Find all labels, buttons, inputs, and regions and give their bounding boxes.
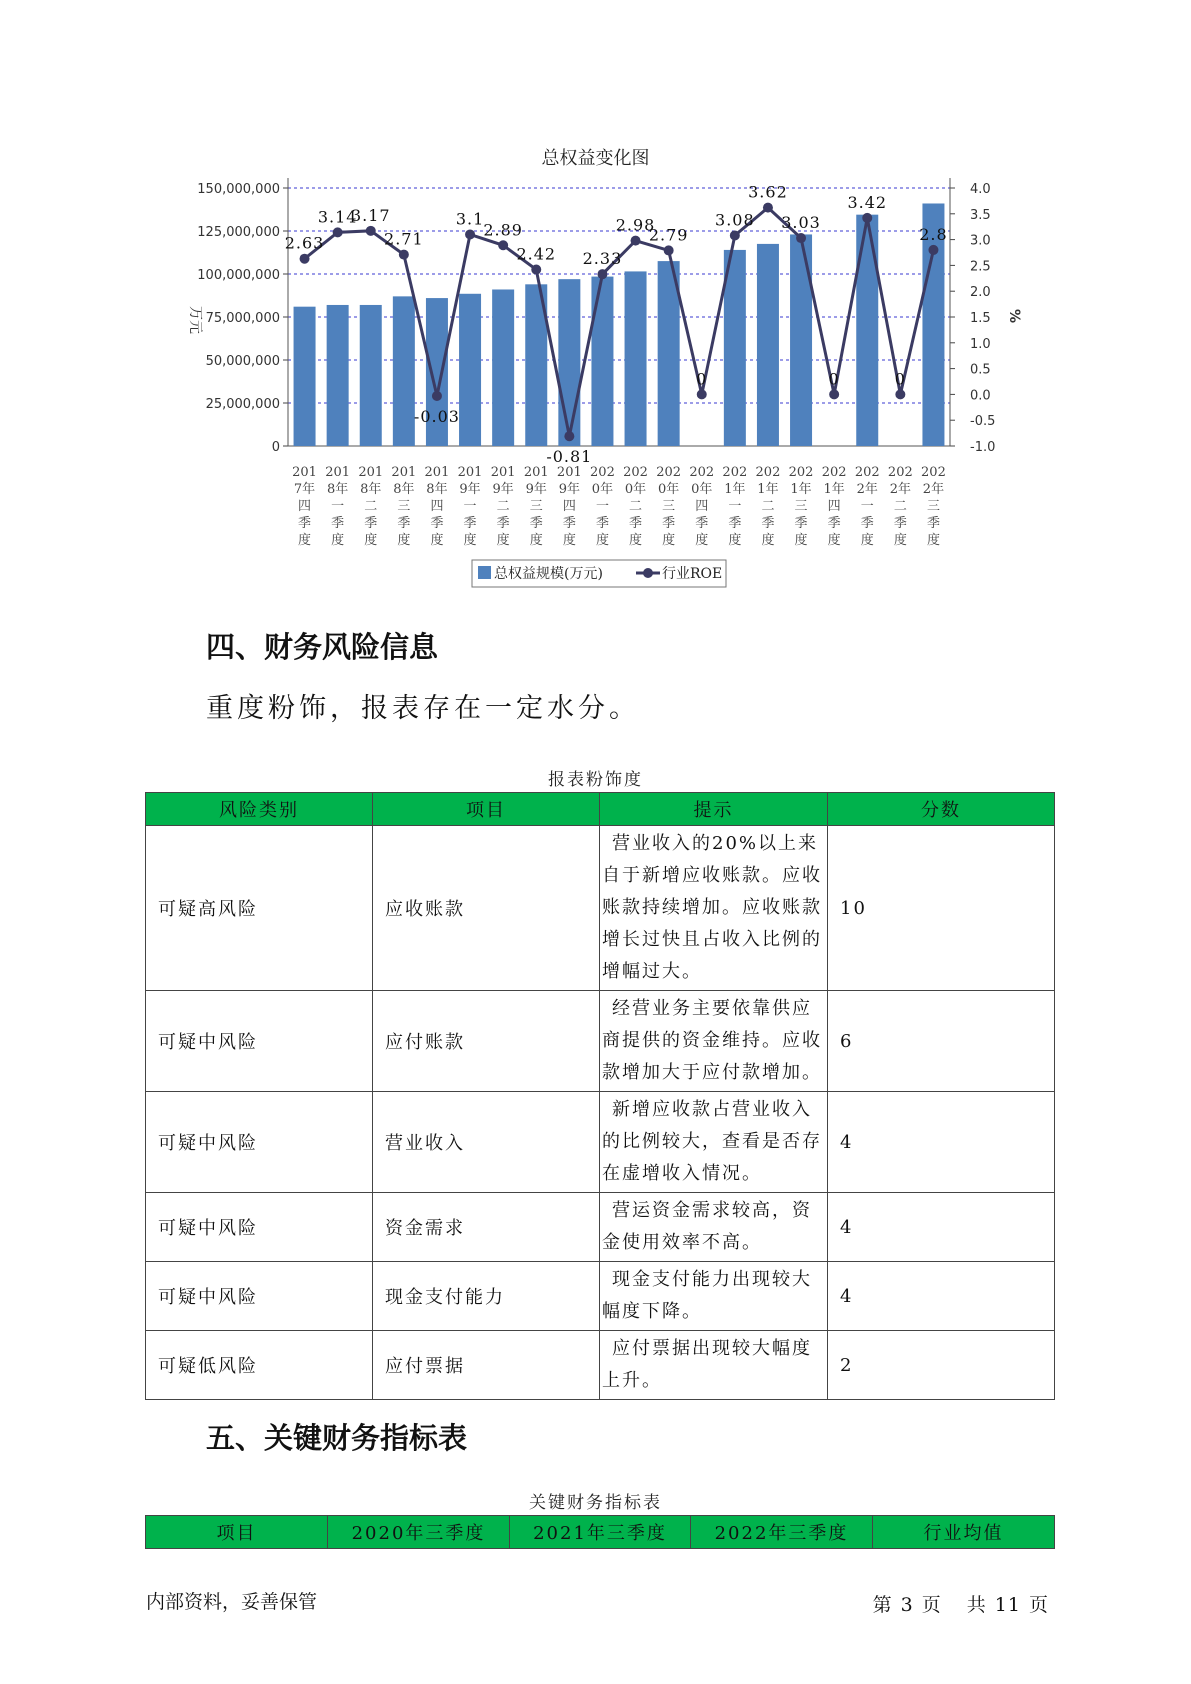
x-tick-label: 201	[523, 465, 549, 480]
x-tick-label: 0年	[658, 482, 680, 497]
table-row	[146, 826, 1055, 991]
x-tick-label: 季	[595, 516, 609, 531]
x-tick-label: 季	[496, 516, 510, 531]
x-tick-label: 8年	[360, 482, 382, 497]
y-tick-label: 125,000,000	[197, 225, 280, 240]
roe-data-label: 2.63	[284, 233, 325, 253]
section5-heading: 五、关键财务指标表	[206, 1421, 468, 1455]
roe-data-label: 2.42	[516, 244, 557, 264]
x-tick-label: 201	[457, 465, 483, 480]
x-tick-label: 季	[728, 516, 742, 531]
risk-hint: 应付票据出现较大幅度上升。	[600, 1331, 828, 1400]
risk-item: 应付账款	[373, 991, 600, 1092]
x-tick-label: 季	[331, 516, 345, 531]
x-tick-label: 度	[562, 533, 576, 548]
page-suffix: 页	[921, 1594, 942, 1616]
legend-bar-label: 总权益规模(万元)	[494, 566, 603, 582]
x-tick-label: 季	[463, 516, 477, 531]
roe-data-label: 2.8	[919, 224, 948, 244]
x-tick-label: 度	[860, 533, 874, 548]
roe-point	[333, 227, 343, 237]
risk-score: 4	[828, 1193, 1055, 1262]
key-header-2022q3: 2022年三季度	[691, 1516, 873, 1549]
x-tick-label: 季	[761, 516, 775, 531]
x-tick-label: 202	[623, 465, 648, 480]
x-tick-label: 8年	[426, 482, 448, 497]
x-tick-label: 二	[364, 499, 378, 514]
x-tick-label: 季	[562, 516, 576, 531]
x-tick-label: 202	[689, 465, 715, 480]
risk-score: 10	[828, 826, 1055, 991]
x-tick-label: 度	[662, 533, 676, 548]
roe-data-label: 0	[894, 369, 906, 389]
roe-data-label: 0	[828, 369, 840, 389]
roe-data-label: 3.17	[350, 205, 391, 225]
roe-point	[531, 265, 541, 275]
table-row	[146, 1193, 1055, 1262]
y-axis-title: 万元	[187, 306, 203, 334]
chart-title: 总权益变化图	[541, 148, 650, 169]
y2-tick-label: 1.5	[970, 311, 991, 326]
bar	[625, 271, 647, 446]
y-tick-label: 0	[271, 440, 280, 455]
x-tick-label: 季	[529, 516, 543, 531]
x-tick-label: 三	[397, 499, 411, 514]
x-tick-label: 三	[662, 499, 676, 514]
risk-header-item: 项目	[373, 793, 600, 826]
x-tick-label: 一	[463, 499, 477, 514]
roe-data-label: 3.03	[781, 213, 821, 233]
roe-point	[928, 245, 938, 255]
x-tick-label: 度	[761, 533, 775, 548]
x-tick-label: 一	[331, 499, 345, 514]
x-tick-label: 季	[926, 516, 940, 531]
x-tick-label: 度	[364, 533, 378, 548]
x-tick-label: 二	[496, 499, 510, 514]
x-tick-label: 9年	[558, 482, 580, 497]
table-row	[146, 991, 1055, 1092]
x-tick-label: 201	[424, 465, 450, 480]
bar	[492, 289, 514, 446]
x-tick-label: 度	[430, 533, 444, 548]
bar	[327, 305, 349, 446]
x-tick-label: 一	[728, 499, 742, 514]
x-tick-label: 2年	[889, 482, 911, 497]
x-tick-label: 四	[827, 499, 841, 514]
bar	[558, 279, 580, 446]
x-tick-label: 201	[325, 465, 351, 480]
roe-data-label: 3.14	[317, 207, 358, 227]
roe-point	[300, 254, 310, 264]
roe-data-label: 3.1	[455, 209, 485, 229]
x-tick-label: 9年	[525, 482, 547, 497]
x-tick-label: 0年	[691, 482, 713, 497]
roe-point	[399, 250, 409, 260]
y2-tick-label: 0.5	[970, 362, 991, 378]
roe-point	[631, 236, 641, 246]
x-tick-label: 二	[893, 499, 907, 514]
x-tick-label: 201	[292, 465, 317, 480]
risk-item: 应收账款	[373, 826, 600, 991]
roe-data-label: 2.71	[384, 229, 424, 249]
risk-header-hint: 提示	[600, 793, 828, 826]
y-tick-label: 50,000,000	[205, 354, 280, 369]
x-tick-label: 202	[590, 465, 615, 480]
risk-category: 可疑中风险	[146, 991, 373, 1092]
x-tick-label: 三	[794, 499, 808, 514]
risk-category: 可疑中风险	[146, 1193, 373, 1262]
risk-hint: 新增应收款占营业收入的比例较大，查看是否存在虚增收入情况。	[600, 1092, 828, 1193]
footer-confidential: 内部资料，妥善保管	[146, 1591, 318, 1613]
x-tick-label: 2年	[856, 482, 878, 497]
page-prefix: 第	[872, 1594, 893, 1616]
key-metrics-table	[145, 1515, 1055, 1549]
x-tick-label: 度	[695, 533, 709, 548]
x-tick-label: 度	[463, 533, 477, 548]
x-tick-label: 202	[755, 465, 781, 480]
roe-point	[829, 389, 839, 399]
roe-point	[697, 389, 707, 399]
x-tick-label: 季	[430, 516, 444, 531]
bar	[360, 305, 382, 446]
x-tick-label: 202	[722, 465, 748, 480]
x-tick-label: 季	[298, 516, 312, 531]
x-tick-label: 度	[794, 533, 808, 548]
risk-item: 资金需求	[373, 1193, 600, 1262]
roe-data-label: -0.03	[413, 406, 460, 426]
x-tick-label: 一	[860, 499, 874, 514]
y2-tick-label: -1.0	[970, 440, 996, 455]
roe-data-label: 3.62	[748, 182, 788, 202]
roe-point	[498, 240, 508, 250]
roe-point	[465, 229, 475, 239]
key-header-2020q3: 2020年三季度	[328, 1516, 510, 1549]
bar	[790, 234, 812, 446]
x-tick-label: 202	[921, 465, 946, 480]
x-tick-label: 一	[595, 499, 609, 514]
roe-data-label: -0.81	[546, 447, 593, 467]
risk-hint: 营运资金需求较高，资金使用效率不高。	[600, 1193, 828, 1262]
x-tick-label: 201	[391, 465, 417, 480]
risk-table	[145, 792, 1055, 1400]
risk-category: 可疑高风险	[146, 826, 373, 991]
roe-point	[597, 269, 607, 279]
x-tick-label: 季	[364, 516, 378, 531]
total-suffix: 页	[1028, 1594, 1049, 1616]
key-header-2021q3: 2021年三季度	[510, 1516, 691, 1549]
risk-category: 可疑中风险	[146, 1262, 373, 1331]
y2-axis-title: %	[1006, 308, 1022, 324]
y2-tick-label: 3.5	[970, 207, 991, 223]
x-tick-label: 0年	[591, 482, 614, 497]
x-tick-label: 202	[821, 465, 847, 480]
x-tick-label: 202	[788, 465, 814, 480]
key-table-caption: 关键财务指标表	[529, 1493, 662, 1513]
x-tick-label: 度	[397, 533, 411, 548]
roe-point	[895, 389, 905, 399]
risk-score: 4	[828, 1092, 1055, 1193]
x-tick-label: 1年	[757, 482, 779, 497]
key-header-industry-avg: 行业均值	[873, 1516, 1055, 1549]
total-prefix: 共	[966, 1594, 987, 1616]
y2-tick-label: 0.0	[970, 388, 991, 404]
roe-data-label: 3.08	[715, 210, 755, 230]
x-tick-label: 8年	[327, 482, 349, 497]
x-tick-label: 201	[556, 465, 582, 480]
table-row	[146, 1331, 1055, 1400]
risk-hint: 经营业务主要依靠供应商提供的资金维持。应收款增加大于应付款增加。	[600, 991, 828, 1092]
roe-data-label: 3.42	[847, 192, 888, 212]
bar	[856, 215, 878, 446]
y2-tick-label: -0.5	[970, 414, 996, 430]
key-header-item: 项目	[146, 1516, 328, 1549]
roe-data-label: 2.79	[648, 225, 689, 245]
x-tick-label: 度	[595, 533, 609, 548]
table-row	[146, 1092, 1055, 1193]
risk-score: 2	[828, 1331, 1055, 1400]
x-tick-label: 度	[827, 533, 841, 548]
y2-tick-label: 2.5	[970, 259, 991, 275]
risk-category: 可疑低风险	[146, 1331, 373, 1400]
roe-point	[664, 245, 674, 255]
risk-header-category: 风险类别	[146, 793, 373, 826]
risk-score: 6	[828, 991, 1055, 1092]
section4-heading: 四、财务风险信息	[206, 630, 439, 664]
x-tick-label: 季	[629, 516, 643, 531]
x-tick-label: 201	[358, 465, 384, 480]
x-tick-label: 季	[893, 516, 907, 531]
y-tick-label: 25,000,000	[205, 397, 280, 412]
y-tick-label: 150,000,000	[197, 182, 280, 197]
y-tick-label: 75,000,000	[205, 311, 280, 326]
section4-summary: 重度粉饰，报表存在一定水分。	[206, 693, 640, 724]
x-tick-label: 季	[794, 516, 808, 531]
x-tick-label: 季	[662, 516, 676, 531]
key-table-header-row	[146, 1516, 1055, 1549]
x-tick-label: 四	[298, 499, 312, 514]
x-tick-label: 1年	[790, 482, 812, 497]
x-tick-label: 202	[887, 465, 913, 480]
roe-point	[763, 203, 773, 213]
x-tick-label: 9年	[492, 482, 514, 497]
total-pages: 11	[994, 1594, 1021, 1616]
legend-line-marker	[643, 568, 653, 578]
x-tick-label: 1年	[823, 482, 845, 497]
y2-tick-label: 4.0	[970, 182, 991, 197]
x-tick-label: 度	[629, 533, 643, 548]
bar	[757, 244, 779, 446]
y2-tick-label: 2.0	[970, 285, 991, 301]
page-number: 3	[900, 1594, 914, 1616]
x-tick-label: 三	[926, 499, 940, 514]
roe-equity-chart	[0, 0, 1191, 600]
x-tick-label: 度	[298, 533, 312, 548]
risk-item: 现金支付能力	[373, 1262, 600, 1331]
x-tick-label: 8年	[393, 482, 415, 497]
x-tick-label: 202	[854, 465, 880, 480]
x-tick-label: 季	[695, 516, 709, 531]
footer-page-info	[869, 1590, 1053, 1617]
table-row	[146, 1262, 1055, 1331]
x-tick-label: 四	[430, 499, 444, 514]
x-tick-label: 季	[827, 516, 841, 531]
bar	[591, 277, 613, 446]
risk-table-header-row	[146, 793, 1055, 826]
x-tick-label: 度	[893, 533, 907, 548]
risk-item: 应付票据	[373, 1331, 600, 1400]
bar	[393, 296, 415, 446]
roe-data-label: 2.89	[483, 220, 523, 240]
x-tick-label: 季	[860, 516, 874, 531]
legend-bar-swatch	[478, 566, 491, 579]
x-tick-label: 201	[490, 465, 516, 480]
x-tick-label: 四	[695, 499, 709, 514]
x-tick-label: 度	[926, 533, 940, 548]
x-tick-label: 度	[331, 533, 345, 548]
risk-header-score: 分数	[828, 793, 1055, 826]
x-tick-label: 二	[761, 499, 775, 514]
risk-hint: 营业收入的20%以上来自于新增应收账款。应收账款持续增加。应收账款增长过快且占收入比例的增幅过大。	[600, 826, 828, 991]
roe-point	[564, 431, 574, 441]
roe-data-label: 2.98	[615, 215, 656, 235]
bar	[459, 294, 481, 446]
y-tick-label: 100,000,000	[197, 268, 280, 283]
risk-category: 可疑中风险	[146, 1092, 373, 1193]
roe-point	[366, 226, 376, 236]
roe-data-label: 0	[696, 369, 708, 389]
risk-table-caption: 报表粉饰度	[548, 770, 643, 790]
x-tick-label: 度	[496, 533, 510, 548]
x-tick-label: 三	[529, 499, 543, 514]
x-tick-label: 9年	[459, 482, 481, 497]
x-tick-label: 二	[629, 499, 643, 514]
x-tick-label: 2年	[922, 482, 945, 497]
x-tick-label: 1年	[724, 482, 746, 497]
risk-hint: 现金支付能力出现较大幅度下降。	[600, 1262, 828, 1331]
roe-data-label: 2.33	[582, 249, 623, 269]
roe-point	[862, 213, 872, 223]
x-tick-label: 季	[397, 516, 411, 531]
roe-point	[730, 230, 740, 240]
legend-line-label: 行业ROE	[662, 566, 723, 582]
x-tick-label: 7年	[293, 482, 316, 497]
bar	[294, 307, 316, 446]
risk-item: 营业收入	[373, 1092, 600, 1193]
x-tick-label: 四	[562, 499, 576, 514]
y2-tick-label: 1.0	[970, 336, 991, 352]
x-tick-label: 度	[529, 533, 543, 548]
roe-point	[796, 233, 806, 243]
roe-point	[432, 391, 442, 401]
y2-tick-label: 3.0	[970, 233, 991, 249]
x-tick-label: 202	[656, 465, 682, 480]
risk-score: 4	[828, 1262, 1055, 1331]
x-tick-label: 0年	[624, 482, 647, 497]
x-tick-label: 度	[728, 533, 742, 548]
